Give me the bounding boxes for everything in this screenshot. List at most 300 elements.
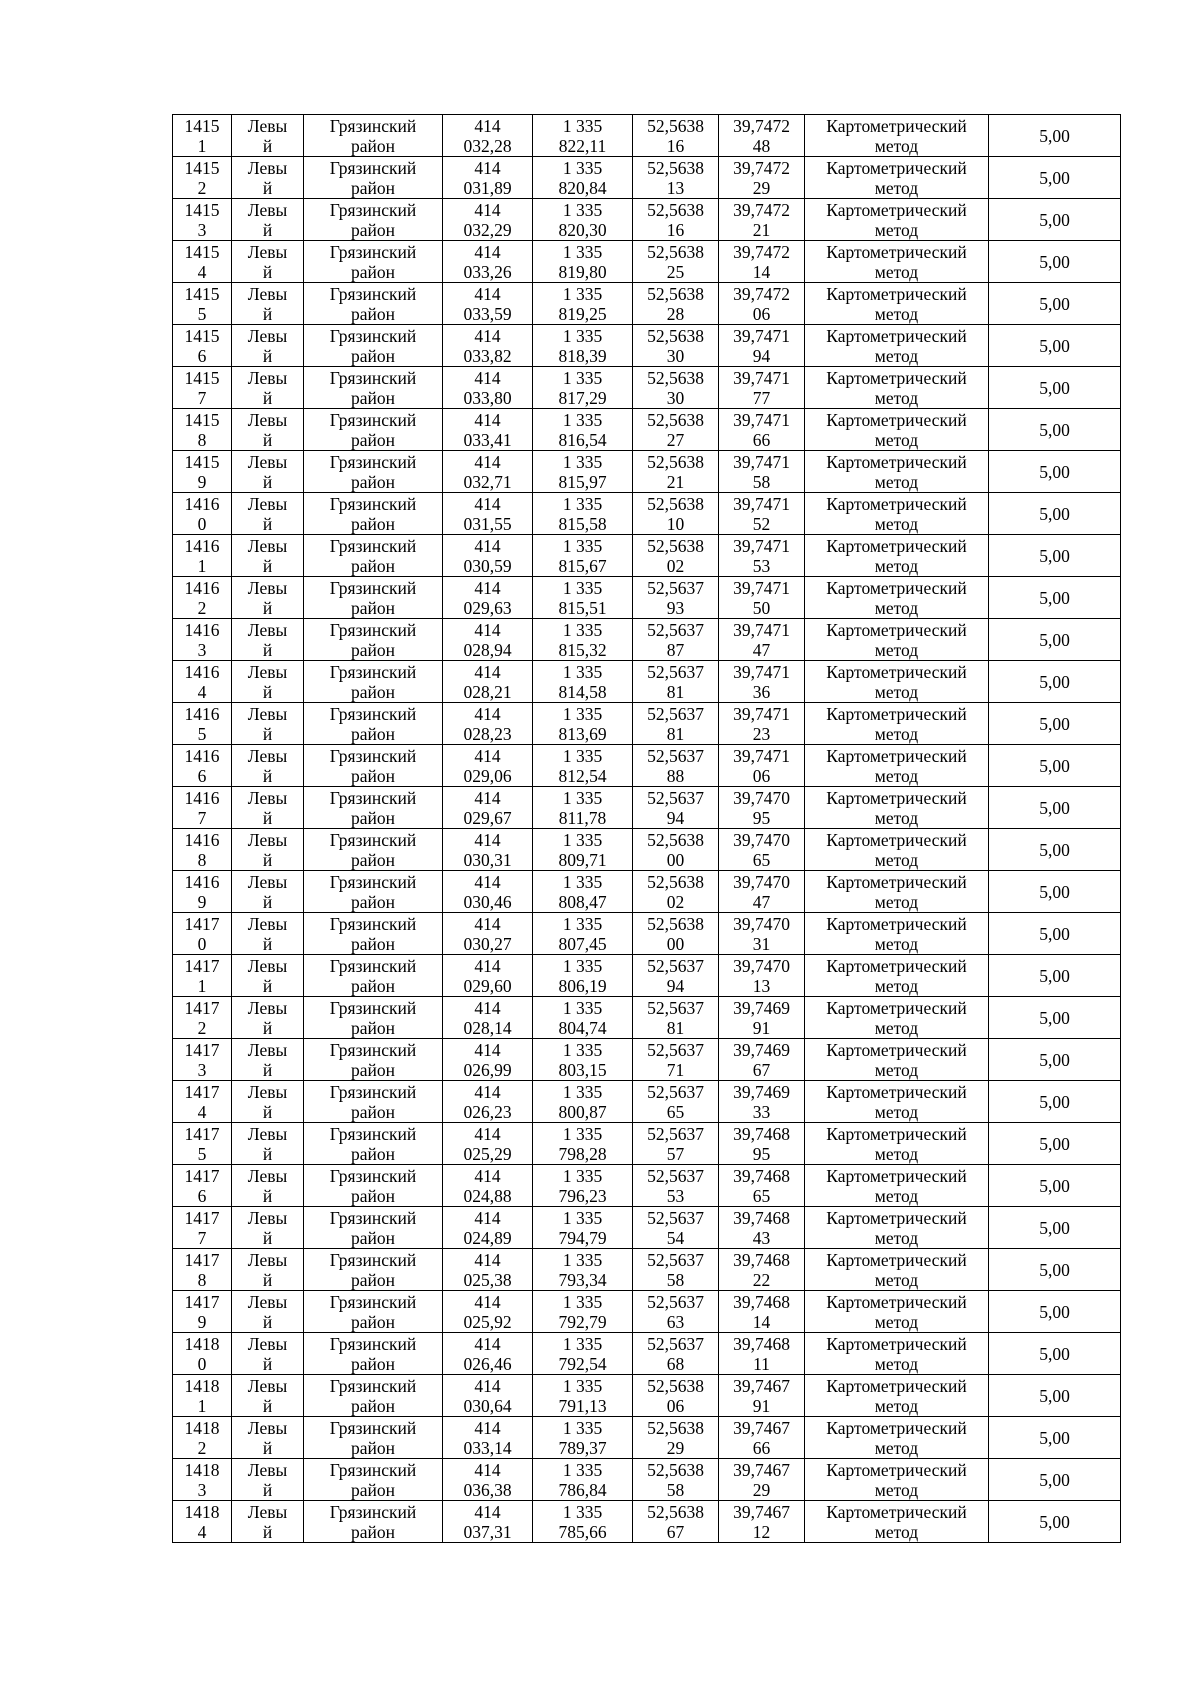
cell-line: Левы [247,997,288,1018]
cell-text [232,494,303,534]
cell-line: 1 335 [562,283,603,304]
cell-line: 39,7470 [733,787,790,808]
method-cell [805,619,989,661]
cell-line: 030,31 [463,849,512,870]
cell-line: 791,13 [558,1395,607,1416]
y-coordinate-cell [533,1417,633,1459]
cell-line: Левы [247,241,288,262]
cell-line: район [351,807,395,828]
cell-text [633,1040,718,1080]
cell-text [533,1124,632,1164]
cell-line: 5,00 [1039,503,1070,524]
cell-text [805,662,988,702]
cell-text [533,1502,632,1542]
accuracy-cell [989,241,1121,283]
cell-text [304,1502,442,1542]
cell-line: й [262,1017,273,1038]
cell-line: 414 [474,913,501,934]
cell-line: 12 [752,1521,771,1542]
cell-line: 785,66 [558,1521,607,1542]
cell-line: 10 [666,513,685,534]
cell-text [232,1208,303,1248]
cell-text [633,1334,718,1374]
table-row [173,535,1121,577]
cell-text [989,630,1120,650]
table-row [173,1123,1121,1165]
latitude-cell [633,619,719,661]
cell-line: 792,54 [558,1353,607,1374]
table-row [173,1375,1121,1417]
cell-text [304,1250,442,1290]
longitude-cell [719,199,805,241]
cell-line: 033,41 [463,429,512,450]
cell-line: й [262,1269,273,1290]
latitude-cell [633,1081,719,1123]
cell-line: 43 [752,1227,771,1248]
cell-line: 52,5637 [647,1333,704,1354]
cell-line: район [351,723,395,744]
cell-text [805,1166,988,1206]
cell-line: Картометрический [826,1249,967,1270]
cell-line: Грязинский [329,493,417,514]
cell-line: Грязинский [329,115,417,136]
cell-text [173,998,231,1038]
cell-line: 58 [666,1269,685,1290]
table-row [173,1459,1121,1501]
cell-line: 1417 [184,1207,220,1228]
cell-line: 025,92 [463,1311,512,1332]
cell-text [719,914,804,954]
cell-line: метод [874,345,919,366]
cell-line: Картометрический [826,1501,967,1522]
cell-line: Левы [247,829,288,850]
cell-line: Левы [247,1375,288,1396]
cell-text [719,704,804,744]
cell-text [533,536,632,576]
cell-line: 1416 [184,493,220,514]
side-cell [232,241,304,283]
cell-line: 792,79 [558,1311,607,1332]
cell-line: 39,7471 [733,745,790,766]
method-cell [805,451,989,493]
cell-line: метод [874,1017,919,1038]
y-coordinate-cell [533,325,633,367]
cell-text [633,1124,718,1164]
longitude-cell [719,913,805,955]
cell-line: 39,7470 [733,955,790,976]
accuracy-cell [989,1417,1121,1459]
latitude-cell [633,1123,719,1165]
cell-line: метод [874,975,919,996]
table-row [173,1165,1121,1207]
cell-text [533,998,632,1038]
district-cell [304,1081,443,1123]
cell-line: метод [874,219,919,240]
point-number-cell [173,1207,232,1249]
cell-text [719,452,804,492]
cell-line: 39,7471 [733,619,790,640]
cell-line: й [262,933,273,954]
cell-line: 81 [666,723,685,744]
cell-line: район [351,1311,395,1332]
cell-line: Картометрический [826,787,967,808]
latitude-cell [633,1207,719,1249]
cell-line: 803,15 [558,1059,607,1080]
cell-text [533,368,632,408]
cell-line: Левы [247,703,288,724]
cell-line: 815,97 [558,471,607,492]
cell-text [304,1460,442,1500]
longitude-cell [719,703,805,745]
cell-line: 804,74 [558,1017,607,1038]
x-coordinate-cell [443,829,533,871]
point-number-cell [173,703,232,745]
cell-text [304,1124,442,1164]
cell-line: 029,67 [463,807,512,828]
cell-line: 31 [752,933,771,954]
cell-text [989,1302,1120,1322]
cell-line: 5,00 [1039,1007,1070,1028]
latitude-cell [633,451,719,493]
cell-line: 1417 [184,955,220,976]
cell-line: 39,7467 [733,1501,790,1522]
cell-text [443,788,532,828]
cell-text [443,116,532,156]
table-row [173,997,1121,1039]
cell-line: Левы [247,661,288,682]
cell-text [805,830,988,870]
cell-text [989,1134,1120,1154]
cell-line: Левы [247,115,288,136]
district-cell [304,325,443,367]
longitude-cell [719,997,805,1039]
cell-text [232,998,303,1038]
cell-text [533,452,632,492]
cell-line: 52,5638 [647,157,704,178]
cell-line: район [351,1017,395,1038]
cell-text [443,1502,532,1542]
accuracy-cell [989,745,1121,787]
cell-line: 39,7471 [733,703,790,724]
cell-line: 794,79 [558,1227,607,1248]
cell-line: Левы [247,367,288,388]
cell-line: 28 [666,303,685,324]
table-row [173,1291,1121,1333]
x-coordinate-cell [443,871,533,913]
cell-line: 1 335 [562,157,603,178]
cell-line: 9 [197,1311,207,1332]
cell-line: 819,25 [558,303,607,324]
cell-text [232,620,303,660]
cell-line: 52,5638 [647,283,704,304]
cell-text [805,368,988,408]
cell-text [173,1250,231,1290]
side-cell [232,1123,304,1165]
cell-line: Картометрический [826,619,967,640]
cell-line: 414 [474,1291,501,1312]
cell-line: 5,00 [1039,125,1070,146]
cell-line: 02 [666,555,685,576]
cell-line: 414 [474,199,501,220]
cell-line: 1 335 [562,1165,603,1186]
cell-text [989,798,1120,818]
cell-line: 414 [474,787,501,808]
cell-text [633,158,718,198]
cell-line: й [262,345,273,366]
table-row [173,1081,1121,1123]
district-cell [304,199,443,241]
cell-line: 9 [197,471,207,492]
y-coordinate-cell [533,199,633,241]
table-row [173,1207,1121,1249]
cell-text [443,1082,532,1122]
cell-text [443,1208,532,1248]
cell-line: 39,7472 [733,199,790,220]
cell-text [989,966,1120,986]
x-coordinate-cell [443,241,533,283]
cell-text [232,1460,303,1500]
cell-line: 5 [197,1143,207,1164]
district-cell [304,535,443,577]
cell-line: Грязинский [329,1165,417,1186]
x-coordinate-cell [443,115,533,157]
x-coordinate-cell [443,745,533,787]
cell-line: 1 335 [562,829,603,850]
cell-text [633,116,718,156]
cell-line: 02 [666,891,685,912]
cell-line: 414 [474,1123,501,1144]
cell-text [805,1376,988,1416]
district-cell [304,913,443,955]
cell-line: 1418 [184,1417,220,1438]
cell-line: 414 [474,745,501,766]
cell-line: Грязинский [329,1039,417,1060]
longitude-cell [719,955,805,997]
cell-line: район [351,177,395,198]
accuracy-cell [989,661,1121,703]
cell-line: 52,5638 [647,451,704,472]
method-cell [805,325,989,367]
district-cell [304,1207,443,1249]
method-cell [805,1459,989,1501]
cell-line: Картометрический [826,367,967,388]
cell-line: Грязинский [329,871,417,892]
longitude-cell [719,1459,805,1501]
cell-line: 818,39 [558,345,607,366]
y-coordinate-cell [533,745,633,787]
table-row [173,325,1121,367]
cell-text [304,662,442,702]
table-row [173,409,1121,451]
cell-line: 47 [752,639,771,660]
cell-text [633,1418,718,1458]
cell-line: 414 [474,451,501,472]
cell-text [232,452,303,492]
cell-line: 39,7468 [733,1291,790,1312]
cell-text [533,1166,632,1206]
cell-text [633,662,718,702]
cell-text [232,536,303,576]
cell-line: 00 [666,933,685,954]
cell-line: 54 [666,1227,685,1248]
cell-line: 39,7467 [733,1459,790,1480]
cell-text [719,368,804,408]
cell-text [805,998,988,1038]
cell-text [304,872,442,912]
cell-text [232,1418,303,1458]
cell-text [443,872,532,912]
cell-text [805,326,988,366]
x-coordinate-cell [443,787,533,829]
cell-text [173,956,231,996]
cell-text [232,1040,303,1080]
cell-line: 024,88 [463,1185,512,1206]
cell-line: 52,5638 [647,1417,704,1438]
cell-line: 39,7472 [733,115,790,136]
cell-text [989,1344,1120,1364]
cell-line: 52,5637 [647,1249,704,1270]
cell-line: 52,5637 [647,1039,704,1060]
cell-line: 5,00 [1039,923,1070,944]
district-cell [304,661,443,703]
cell-line: 81 [666,1017,685,1038]
cell-line: район [351,429,395,450]
cell-text [173,1208,231,1248]
cell-line: 793,34 [558,1269,607,1290]
cell-line: Картометрический [826,871,967,892]
method-cell [805,1207,989,1249]
point-number-cell [173,829,232,871]
cell-line: 94 [752,345,771,366]
cell-line: 1 [197,555,207,576]
cell-line: Картометрический [826,493,967,514]
cell-text [443,998,532,1038]
cell-line: район [351,135,395,156]
cell-line: 414 [474,325,501,346]
accuracy-cell [989,787,1121,829]
table-row [173,367,1121,409]
cell-line: Грязинский [329,1459,417,1480]
point-number-cell [173,1459,232,1501]
cell-line: й [262,429,273,450]
district-cell [304,787,443,829]
cell-line: 52,5638 [647,1459,704,1480]
cell-line: метод [874,1437,919,1458]
cell-line: й [262,1479,273,1500]
cell-line: район [351,639,395,660]
cell-line: 8 [197,849,207,870]
cell-line: й [262,723,273,744]
cell-line: 3 [197,639,207,660]
cell-text [304,914,442,954]
y-coordinate-cell [533,367,633,409]
cell-line: Грязинский [329,997,417,1018]
cell-line: Картометрический [826,745,967,766]
cell-text [304,242,442,282]
cell-line: Картометрический [826,115,967,136]
cell-line: 414 [474,409,501,430]
cell-line: 1418 [184,1333,220,1354]
cell-line: 52,5637 [647,577,704,598]
cell-line: 1 335 [562,1333,603,1354]
cell-line: 36 [752,681,771,702]
point-number-cell [173,745,232,787]
district-cell [304,493,443,535]
accuracy-cell [989,451,1121,493]
cell-line: 414 [474,1417,501,1438]
method-cell [805,1417,989,1459]
y-coordinate-cell [533,577,633,619]
table-row [173,661,1121,703]
cell-line: 66 [752,429,771,450]
y-coordinate-cell [533,619,633,661]
cell-text [304,452,442,492]
cell-text [232,1334,303,1374]
cell-line: 1 335 [562,1039,603,1060]
point-number-cell [173,325,232,367]
cell-text [304,956,442,996]
cell-text [533,1208,632,1248]
cell-line: Левы [247,535,288,556]
cell-text [533,158,632,198]
longitude-cell [719,619,805,661]
cell-line: 39,7472 [733,241,790,262]
cell-text [443,452,532,492]
cell-text [232,326,303,366]
cell-text [533,1250,632,1290]
cell-line: метод [874,597,919,618]
cell-line: 14 [752,1311,771,1332]
latitude-cell [633,1417,719,1459]
cell-line: 52,5637 [647,745,704,766]
cell-text [633,410,718,450]
cell-line: 414 [474,1081,501,1102]
accuracy-cell [989,1501,1121,1543]
cell-line: 39,7468 [733,1333,790,1354]
cell-line: 52,5637 [647,619,704,640]
cell-line: й [262,765,273,786]
cell-text [232,662,303,702]
cell-line: 414 [474,661,501,682]
cell-line: 5,00 [1039,965,1070,986]
cell-line: 1 335 [562,115,603,136]
cell-line: 1415 [184,283,220,304]
cell-line: Картометрический [826,1123,967,1144]
cell-line: 033,14 [463,1437,512,1458]
cell-line: Грязинский [329,787,417,808]
cell-text [989,1050,1120,1070]
cell-line: 3 [197,1479,207,1500]
point-number-cell [173,871,232,913]
x-coordinate-cell [443,1501,533,1543]
cell-text [989,378,1120,398]
cell-line: 8 [197,1269,207,1290]
cell-line: 414 [474,1375,501,1396]
district-cell [304,409,443,451]
cell-line: метод [874,471,919,492]
method-cell [805,283,989,325]
longitude-cell [719,1039,805,1081]
cell-line: 037,31 [463,1521,512,1542]
cell-text [989,504,1120,524]
cell-text [173,1376,231,1416]
cell-text [633,1292,718,1332]
cell-line: 1 335 [562,367,603,388]
cell-line: Левы [247,1459,288,1480]
cell-line: 1 335 [562,1123,603,1144]
cell-text [805,242,988,282]
method-cell [805,1375,989,1417]
